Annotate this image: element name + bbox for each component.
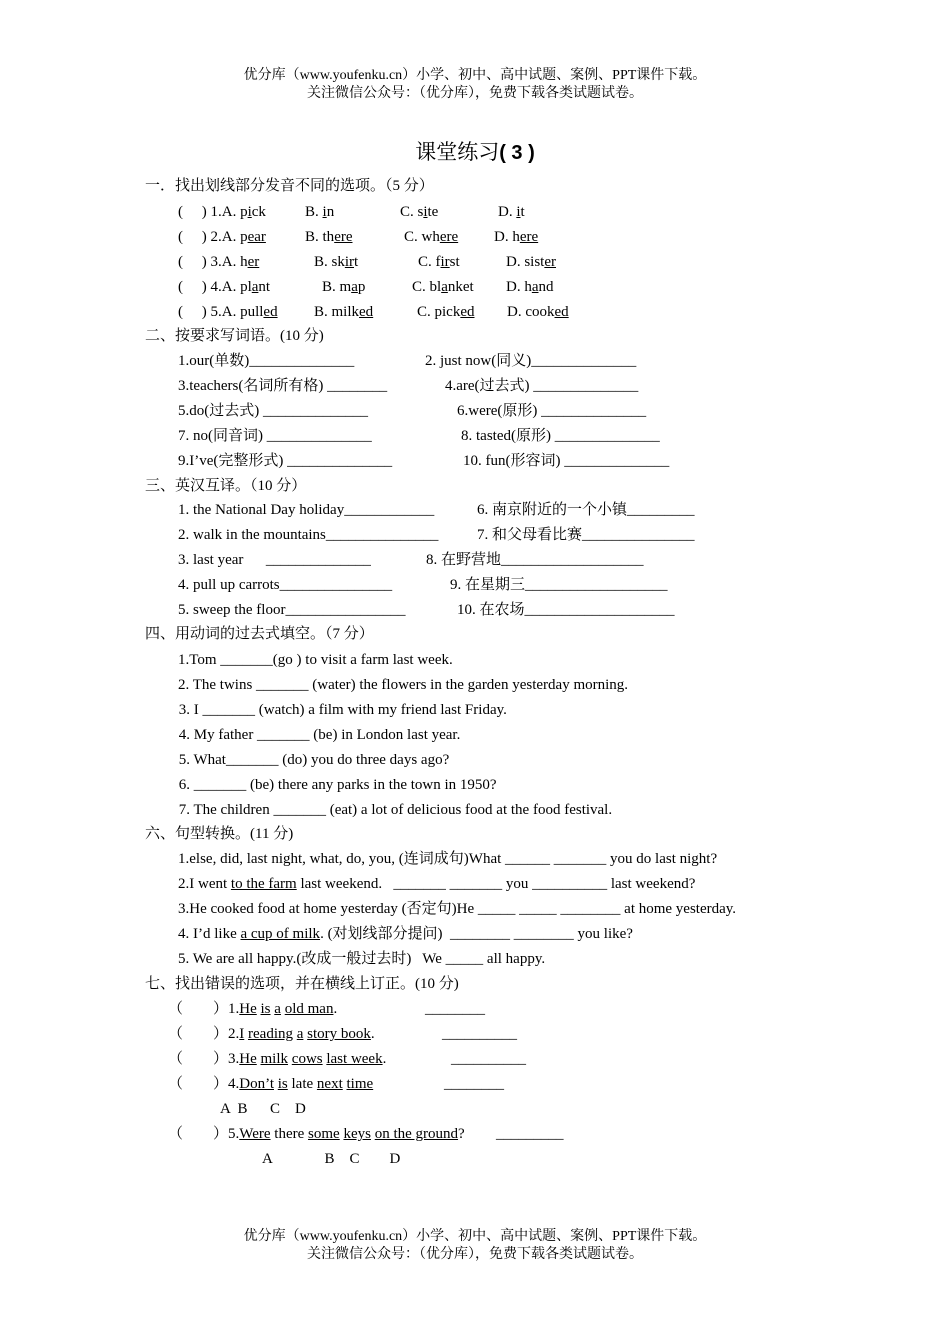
header-line-1: 优分库（www.youfenku.cn）小学、初中、高中试题、案例、PPT课件下载。 (243, 68, 707, 83)
s3-item: 9. 在星期三___________________ (450, 577, 668, 593)
s1-option (178, 303, 278, 321)
s3-item: 7. 和父母看比赛_______________ (477, 527, 695, 543)
s7-option-b: is (277, 1076, 288, 1092)
s2-item: 9.I’ve(完整形式) ______________ (178, 453, 393, 469)
s1-text: p (357, 279, 366, 295)
s1-underlined: ear (247, 229, 266, 245)
s7-option-labels: A B C D (262, 1151, 401, 1167)
s1-text: pl (240, 279, 252, 295)
s1-option (494, 228, 538, 246)
s6-item: 1.else, did, last night, what, do, you, (连词成句)What ______ _______ you do last night? (178, 851, 718, 867)
s1-underlined: ed (359, 304, 374, 320)
s7-end: . (382, 1051, 387, 1067)
s7-option-c: next (316, 1076, 343, 1092)
footer-line-1: 优分库（www.youfenku.cn）小学、初中、高中试题、案例、PPT课件下载。 (243, 1229, 707, 1244)
s2-item: 3.teachers(名词所有格) ________ (178, 378, 388, 394)
s2-item: 1.our(单数)______________ (178, 353, 355, 369)
s1-text: C. wh (404, 229, 440, 245)
s7-option-a: He (239, 1051, 257, 1067)
s1-question-number: ( ) 4.A. (178, 279, 241, 295)
s1-option (412, 278, 474, 296)
s1-text: B. milk (314, 304, 360, 320)
s1-option (418, 253, 460, 271)
s1-text: nt (258, 279, 271, 295)
s2-item: 8. tasted(原形) ______________ (461, 428, 660, 444)
s7-option-d: old man (284, 1001, 334, 1017)
s7-option-a: Don’t (239, 1076, 274, 1092)
s1-option (305, 203, 334, 221)
s1-option (498, 203, 525, 221)
s1-underlined: a (251, 279, 259, 295)
s6-underlined: to the farm (230, 876, 297, 892)
s7-prefix: （ ）5. (168, 1126, 240, 1142)
s1-option (178, 278, 270, 296)
s1-option (305, 228, 353, 246)
s6-item (178, 875, 695, 893)
title-number: ( 3 ) (499, 142, 535, 164)
s1-underlined: ed (554, 304, 569, 320)
s7-sep: late (287, 1076, 317, 1092)
s1-option (400, 203, 438, 221)
s1-underlined: ed (460, 304, 475, 320)
title-text: 课堂练习 (415, 140, 500, 164)
s1-underlined: a (351, 279, 358, 295)
s3-item: 6. 南京附近的一个小镇_________ (477, 502, 695, 518)
s1-text: te (427, 204, 439, 220)
s1-text: D. h (494, 229, 520, 245)
s3-item: 10. 在农场____________________ (457, 602, 675, 618)
s1-underlined: i (247, 204, 252, 220)
s1-option (178, 253, 259, 271)
s7-option-a: I (239, 1026, 245, 1042)
s7-question (168, 1050, 386, 1068)
s1-text: B. th (305, 229, 335, 245)
s1-text: D. h (506, 279, 532, 295)
s1-option (506, 278, 554, 296)
s1-text: D. (498, 204, 517, 220)
section-3-heading: 三、英汉互译。（10 分） (145, 478, 307, 494)
footer-line-2: 关注微信公众号：（优分库），免费下载各类试题试卷。 (307, 1247, 643, 1262)
s7-option-d: last week (326, 1051, 383, 1067)
s7-option-c: cows (291, 1051, 323, 1067)
s2-item: 10. fun(形容词) ______________ (463, 453, 670, 469)
page-title (0, 136, 950, 166)
s7-question (168, 1125, 465, 1143)
s4-item: 3. I _______ (watch) a film with my friend last Friday. (175, 702, 507, 718)
s1-option (314, 253, 358, 271)
s1-underlined: ir (344, 254, 355, 270)
s7-option-b: milk (260, 1051, 289, 1067)
s6-item: 3.He cooked food at home yesterday (否定句)He _____ _____ ________ at home yesterday. (178, 901, 737, 917)
s7-end: . (370, 1026, 375, 1042)
s1-question-number: ( ) 1.A. (178, 204, 241, 220)
s7-option-a: He (239, 1001, 257, 1017)
s1-text: t (354, 254, 359, 270)
s4-item: 2. The twins _______ (water) the flowers in the garden yesterday morning. (178, 677, 629, 693)
s1-underlined: ere (334, 229, 353, 245)
s7-prefix: （ ）2. (168, 1026, 240, 1042)
s7-option-labels: A B C D (220, 1101, 306, 1117)
s1-option (322, 278, 365, 296)
s7-sep: there (270, 1126, 309, 1142)
s2-item: 4.are(过去式) ______________ (445, 378, 639, 394)
s1-option (417, 303, 475, 321)
header-line-2: 关注微信公众号：（优分库），免费下载各类试题试卷。 (307, 86, 643, 101)
s1-option (314, 303, 373, 321)
s1-text: C. pick (417, 304, 461, 320)
s6-text: 4. I’d like (178, 926, 241, 942)
s1-underlined: ed (263, 304, 278, 320)
s1-option (178, 203, 266, 221)
s7-question (168, 1000, 337, 1018)
s1-text: h (240, 254, 248, 270)
s7-option-c: a (274, 1001, 281, 1017)
s1-underlined: i (423, 204, 428, 220)
s7-prefix: （ ）1. (168, 1001, 240, 1017)
s1-text: st (449, 254, 460, 270)
s1-text: p (240, 229, 248, 245)
s2-item: 2. just now(同义)______________ (425, 353, 637, 369)
s1-text: t (520, 204, 525, 220)
section-1-heading: 一．找出划线部分发音不同的选项。（5 分） (145, 178, 434, 194)
s6-text: 2.I went (178, 876, 231, 892)
s7-option-c: a (296, 1026, 304, 1042)
s7-blank: ________ (444, 1076, 504, 1092)
s1-text: ck (251, 204, 266, 220)
s6-item (178, 925, 633, 943)
s3-item: 2. walk in the mountains_______________ (178, 527, 439, 543)
s4-item: 6. _______ (be) there any parks in the town in 1950? (175, 777, 497, 793)
s2-item: 7. no(同音词) ______________ (178, 428, 372, 444)
s1-underlined: er (544, 254, 556, 270)
s3-item: 3. last year ______________ (178, 552, 371, 568)
s7-question (168, 1025, 375, 1043)
s2-item: 6.were(原形) ______________ (457, 403, 647, 419)
s1-text: nket (447, 279, 474, 295)
s1-question-number: ( ) 2.A. (178, 229, 241, 245)
s7-question (168, 1075, 373, 1093)
s1-underlined: i (322, 204, 327, 220)
section-4-heading: 四、用动词的过去式填空。（7 分） (145, 626, 374, 642)
s1-option (404, 228, 458, 246)
s1-option (506, 253, 556, 271)
s1-underlined: a (531, 279, 539, 295)
s3-item: 1. the National Day holiday____________ (178, 502, 435, 518)
s7-end: ? (458, 1126, 465, 1142)
s7-option-d: story book (307, 1026, 371, 1042)
s1-text: C. f (418, 254, 441, 270)
s1-underlined: er (247, 254, 260, 270)
s1-text: B. sk (314, 254, 345, 270)
s7-option-c: keys (343, 1126, 371, 1142)
section-7-heading: 七、找出错误的选项，并在横线上订正。(10 分) (145, 976, 459, 992)
s1-text: p (240, 204, 248, 220)
s7-option-d: on the ground (374, 1126, 459, 1142)
s1-text: C. bl (412, 279, 442, 295)
s4-item: 1.Tom _______(go ) to visit a farm last week. (178, 652, 453, 668)
s7-blank: __________ (451, 1051, 526, 1067)
s3-item: 8. 在野营地___________________ (426, 552, 644, 568)
s1-option (178, 228, 266, 246)
s1-underlined: ere (519, 229, 539, 245)
s1-text: B. (305, 204, 323, 220)
s1-text: n (326, 204, 335, 220)
s4-item: 5. What_______ (do) you do three days ago? (175, 752, 450, 768)
s1-underlined: ere (439, 229, 459, 245)
s1-text: nd (538, 279, 554, 295)
s1-question-number: ( ) 5.A. (178, 304, 241, 320)
s4-item: 4. My father _______ (be) in London last year. (175, 727, 461, 743)
s1-underlined: i (516, 204, 521, 220)
section-6-heading: 六、句型转换。(11 分) (145, 826, 294, 842)
s7-option-a: Were (239, 1126, 271, 1142)
s1-question-number: ( ) 3.A. (178, 254, 241, 270)
s1-option (507, 303, 569, 321)
s7-option-b: is (260, 1001, 271, 1017)
s6-text: . (对划线部分提问) ________ ________ you like? (320, 926, 633, 942)
s6-underlined: a cup of milk (240, 926, 321, 942)
s7-blank: ________ (425, 1001, 485, 1017)
s1-text: B. m (322, 279, 352, 295)
s3-item: 4. pull up carrots_______________ (178, 577, 393, 593)
s7-option-d: time (346, 1076, 374, 1092)
section-2-heading: 二、按要求写词语。(10 分) (145, 328, 324, 344)
s7-option-b: some (308, 1126, 340, 1142)
s1-text: pull (240, 304, 264, 320)
s7-blank: __________ (442, 1026, 517, 1042)
s1-underlined: a (441, 279, 448, 295)
s1-text: C. s (400, 204, 424, 220)
s3-item: 5. sweep the floor________________ (178, 602, 406, 618)
s1-underlined: ir (440, 254, 450, 270)
s7-prefix: （ ）3. (168, 1051, 240, 1067)
s6-text: last weekend. _______ _______ you __________ last weekend? (296, 876, 696, 892)
s6-item: 5. We are all happy.(改成一般过去时) We _____ all happy. (178, 951, 546, 967)
s2-item: 5.do(过去式) ______________ (178, 403, 368, 419)
s7-prefix: （ ）4. (168, 1076, 240, 1092)
s7-option-b: reading (248, 1026, 293, 1042)
s1-text: D. cook (507, 304, 555, 320)
s7-blank: _________ (496, 1126, 564, 1142)
s4-item: 7. The children _______ (eat) a lot of delicious food at the food festival. (175, 802, 613, 818)
s1-text: D. sist (506, 254, 545, 270)
s7-end: . (333, 1001, 338, 1017)
